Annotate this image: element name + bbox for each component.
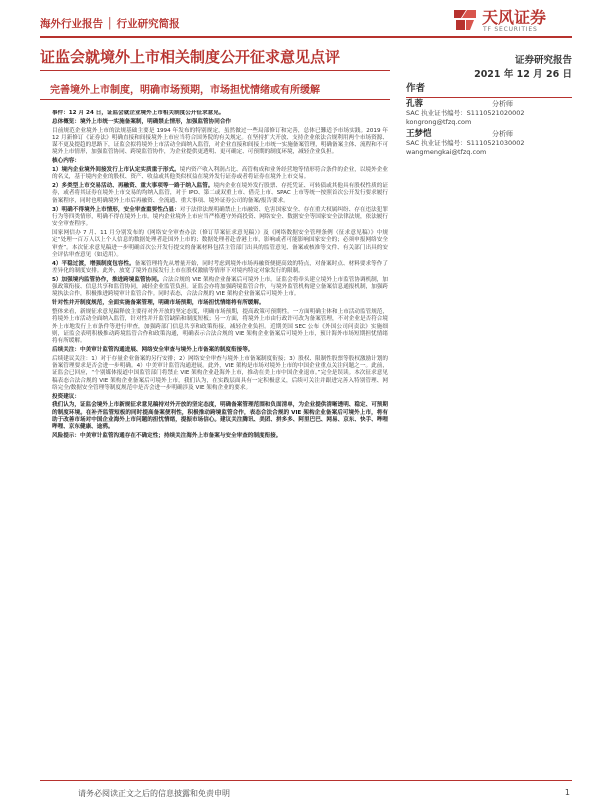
page-number: 1: [564, 788, 570, 797]
point-text: 境内资产收入利润占比、高管构成和业务经营地等情形符合条件的企业，以境外企业的名义，基于境内企业的股权、资产、收益或其他类似权益在境外发行证券或者将证券在境外上市交易。: [52, 167, 388, 181]
author-cert: SAC 执业证书编号：S1110521020002: [406, 109, 525, 117]
core-point-3-extra: 国家网信办 7 月、11 月分别发布的《网络安全审查办法（修订草案征求意见稿）》及《网络数据安全管理条例（征求意见稿）》中规定“处理一百万人以上个人信息的数据处理者赴国外上市的；数据处理者赴香港上市，影响或者可能影响国家安全的；必须申报网络安全审查”。本次征求意见稿进一步明确首次公开发行提交的备案材料包括主管部门出具的监管意见、备案或核准等文件、有关部门出具的安全评估审查意见（如适用）。: [52, 229, 388, 258]
author-name: 王梦恺: [406, 129, 432, 139]
author-cert: SAC 执业证书编号：S1110521030002: [406, 139, 525, 147]
subtitle-divider: [40, 99, 390, 100]
point-title: 1）境内企业境外间接发行上市认定实质重于形式。: [52, 167, 180, 174]
brand-logo: [452, 4, 572, 38]
point-text: 对于法律法规明确禁止上市融资、危害国家安全、存在重大权属纠纷、存在违法犯罪行为等四类情形，明确不得在境外上市。境内企业境外上市应当严格遵守外商投资、网络安全、数据安全等国家安全法律法规，依法履行安全审查程序。: [52, 206, 388, 228]
core-heading: 核心内容：: [52, 158, 80, 165]
logo-text-en: TF SECURITIES: [483, 26, 538, 33]
author-role: 分析师: [492, 100, 513, 108]
footer-disclaimer: 请务必阅读正文之后的信息披露和免责申明: [78, 789, 230, 798]
report-type: 证券研究报告: [514, 55, 572, 66]
point-title: 4）平稳过渡，增强制度包容性。: [52, 260, 135, 267]
future-heading: 后续关注：中美审计监管沟通进展、网络安全审查与境外上市备案的制度衔接等。: [52, 346, 254, 353]
advice-paragraph: 我们认为，证监会境外上市新规征求意见稿持对外开放的坚定态度，明确备案管理范围和负面清单，为企业提供清晰透明、稳定、可预期的制度环境。在补齐监管短板的同时提高备案便利性，积极推动跨境监管合作，表态合法合规的 VIE 架构企业备案后可境外上市，将有助于改善市场对中国企业海外上市问题的担忧情绪，提振市场信心。建议关注腾讯、美团、拼多多、阿里巴巴、网易、京东、快手、哔哩哔哩、京东健康、途鸦。: [52, 402, 388, 431]
page-title: 证监会就境外上市相关制度公开征求意见点评: [40, 48, 341, 66]
core-point-3: [52, 207, 388, 229]
event-line: 事件：12 月 24 日，证监会就企业境外上市相关制度公开征求意见。: [52, 110, 225, 116]
author-role: 分析师: [492, 130, 513, 138]
authors-heading: 作者: [406, 80, 572, 98]
page-header: [40, 6, 572, 36]
point-text: 备案管理将先从增量开始，同时考虑到境外市场再融资便捷高效的特点，对备案时点、材料要求等作了差异化的制度安排。此外，放宽了境外直接发行上市在股权激励等情形下对境内特定对象发行的限制。: [52, 260, 388, 274]
page-subtitle: 完善境外上市制度，明确市场预期，市场担忧情绪或有所缓解: [50, 85, 320, 96]
header-divider: [40, 36, 572, 38]
advice-heading: 投资建议：: [52, 393, 80, 400]
core-point-5: [52, 277, 388, 299]
report-date: 2021 年 12 月 26 日: [474, 69, 572, 80]
core-point-2: [52, 183, 388, 205]
author-name: 孔蓉: [406, 99, 424, 109]
author-card: [406, 100, 572, 127]
logo-text-cn: 天风证券: [482, 8, 547, 27]
risk-paragraph: 风险提示：中美审计监管沟通存在不确定性；持续关注海外上市备案与安全审查的制度衔接。: [52, 433, 282, 440]
author-email: wangmengkai@tfzq.com: [406, 148, 487, 156]
point-title: 5）加强境内监管协作，推进跨境监管协同。: [52, 276, 163, 283]
core-point-4: [52, 261, 388, 276]
summary-paragraph: 目前规范企业境外上市的法规基础主要是 1994 年发布的特别规定，虽然做过一些局部修订和完善，总体已難适予市场实践。2019 年 12 月新修订《证券法》明确直接和间接境外上市应当符合国务院的有关规定。在坚持扩大开放、支持企业依法合规利用两个市场资源、谋不更及提趋的思路下，证监会拟将境外上市活动全面纳入监管，对企业直接和间接上市统一实施备案管理，明确备案主体、流程和不可境外上市情形，加强监管协同、跨境监管协作，为企业提供更透明、更可确定、可预期的制度环境，减轻企业负担。: [52, 127, 388, 156]
core-point-1: [52, 167, 388, 182]
author-card: [406, 130, 572, 157]
view-paragraph: 整体来看，新规征求意见稿释放主要待对外开放的坚定态度，明确市场预期，提高政策可预期性。一方面明确主体和上市活动监管规范，将境外上市活动全面纳入监管，针对性并开监管缺陷和制度短板；另一方面，将境外上市由行政许可改为备案管理，不对企业是否符合境外上市地发行上市条件等进行审查，加强跨部门信息共享和政策衔接，减轻企业负担。近期美国 SEC 公布《外国公司问责法》实施细则，证监会表明积极推动跨境监管合作和政策沟通，明确表示合法合规的 VIE 架构企业备案后可境外上市，预计海外市场短期担忧情绪将有所缓解。: [52, 308, 388, 345]
breadcrumb: 海外行业报告 │ 行业研究简报: [40, 18, 180, 30]
point-title: 2）多类型上市交易活动、再融资、重大事项等一路于纳入监管。: [52, 183, 214, 190]
summary-heading: 总体概览：境外上市统一实施备案制，明确禁止情形，加强监管协同合作: [52, 118, 232, 125]
title-divider: [40, 70, 390, 71]
report-body: [52, 110, 388, 765]
author-email: kongrong@tfzq.com: [406, 118, 472, 126]
point-title: 3）明确不得境外上市情形，安全审查重要性凸显：: [52, 206, 180, 213]
tf-logo-icon: [452, 6, 478, 32]
view-heading: 针对性并开制度规范，全面实施备案管理，明确市场预期，市场担忧情绪将有所缓解。: [52, 300, 265, 307]
point-text: 合法合规的 VIE 架构企业备案后可境外上市。证监会将牵头建立境外上市监管协调机制，加强政策衔接、信息共享和监管协同，减轻企业监管负担。证监会亦将加强跨境监管合作，与境外监管机构建立备案信息通报机制，加强跨境执法合作，积极推进跨境审计监管合作。同时表态，合法合规的 VIE 架构企业备案后可境外上市。: [52, 276, 388, 298]
footer-divider: [40, 780, 572, 781]
future-paragraph: 后续建议关注：1）对于存量企业备案的另行安排；2）网络安全审查与境外上市备案制度衔接；3）股权、限制性股票等股权激励计划的备案管理要求是否会进一步明确。4）中美审计监管沟通进展。此外，VIE 架构是市场对境外上市的中国企业重点关注问题之一。此前，证监会已回应，“个别媒体报道中国监管部门将禁止 VIE 架构企业赴海外上市，推动在美上市中国企业退市。”完全是误读。本次征求意见稿表态合法合规的 VIE 架构企业备案后可境外上市，我们认为，在实践层面具有一定积极意义，后续可关注并跟进完善入特别管理、网络完全/数据安全管理等制度规范中是否会进一步明确涉及 VIE 架构企业的要求。: [52, 355, 388, 391]
point-text: 境内企业在境外发行股票、存托凭证、可转债或其他具有股权性质的证券，或者将其证券在境外上市交易的均纳入监管，对于 IPO、第二或双重上市、借壳上市、SPAC 上市等统一按照首次公开发行要求履行备案程序，同时也明确境外上市后再融资、全流通、重大事项、境外证券公司的备案/报告要求。: [52, 183, 388, 204]
